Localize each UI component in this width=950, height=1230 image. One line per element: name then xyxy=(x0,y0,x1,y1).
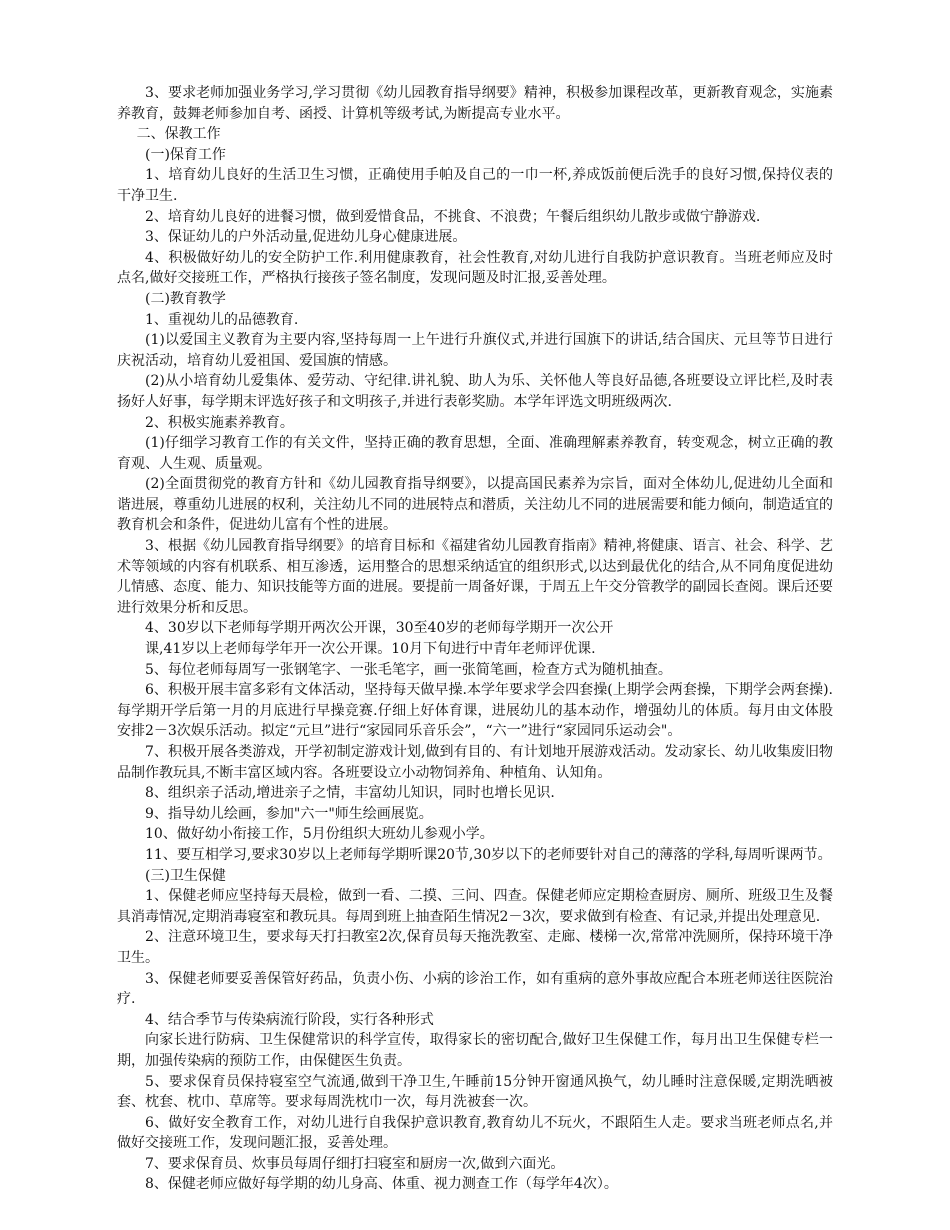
paragraph: 2、积极实施素养教育。 xyxy=(145,414,294,431)
section-heading: (二)教育教学 xyxy=(145,290,226,307)
paragraph: 1、保健老师应坚持每天晨检，做到一看、二摸、三问、四查。保健老师应定期检查厨房、厕所、班级卫生及餐具消毒情况,定期消毒寝室和教玩具。每周到班上抽查陌生情况2－3次，要求做到有检查、有记录,并提出处理意见. xyxy=(117,888,833,925)
paragraph: 9、指导幼儿绘画，参加"六一"师生绘画展览。 xyxy=(145,805,433,822)
paragraph: 1、培育幼儿良好的生活卫生习惯，正确使用手帕及自己的一巾一杯,养成饭前便后洗手的良好习惯,保持仪表的干净卫生. xyxy=(117,167,833,204)
paragraph: (1)以爱国主义教育为主要内容,坚持每周一上午进行升旗仪式,并进行国旗下的讲话,结合国庆、元旦等节日进行庆祝活动，培育幼儿爱祖国、爱国旗的情感。 xyxy=(117,332,833,369)
section-heading: 二、保教工作 xyxy=(136,126,221,143)
paragraph: 3、保健老师要妥善保管好药品，负责小伤、小病的诊治工作，如有重病的意外事故应配合本班老师送往医院治疗. xyxy=(117,970,833,1008)
paragraph: 5、每位老师每周写一张钢笔字、一张毛笔字，画一张简笔画，检查方式为随机抽查。 xyxy=(145,661,672,678)
paragraph: 5、要求保育员保持寝室空气流通,做到干净卫生,午睡前15分钟开窗通风换气，幼儿睡时注意保暖,定期洗晒被套、枕套、枕巾、草席等。要求每周洗枕巾一次，每月洗被套一次。 xyxy=(117,1073,833,1111)
paragraph: 6、做好安全教育工作，对幼儿进行自我保护意识教育,教育幼儿不玩火，不跟陌生人走。要求当班老师点名,并做好交接班工作，发现问题汇报，妥善处理。 xyxy=(117,1114,833,1152)
paragraph: 3、保证幼儿的户外活动量,促进幼儿身心健康进展。 xyxy=(145,229,467,246)
paragraph: 10、做好幼小衔接工作，5月份组织大班幼儿参观小学。 xyxy=(145,826,494,843)
paragraph: 2、注意环境卫生，要求每天打扫教室2次,保育员每天拖洗教室、走廊、楼梯一次,常常冲洗厕所，保持环境干净卫生。 xyxy=(117,929,833,966)
paragraph: 8、保健老师应做好每学期的幼儿身高、体重、视力测查工作（每学年4次）。 xyxy=(145,1176,618,1193)
paragraph: (1)仔细学习教育工作的有关文件，坚持正确的教育思想，全面、准确理解素养教育，转变观念，树立正确的教育观、人生观、质量观。 xyxy=(117,435,833,472)
paragraph: 1、重视幼儿的品德教育. xyxy=(145,311,299,328)
section-heading: (三)卫生保健 xyxy=(145,867,226,884)
section-heading: (一)保育工作 xyxy=(145,146,226,163)
paragraph: 4、30岁以下老师每学期开两次公开课，30至40岁的老师每学期开一次公开 xyxy=(145,620,614,637)
paragraph: 11、要互相学习,要求30岁以上老师每学期听课20节,30岁以下的老师要针对自己的薄落的学科,每周听课两节。 xyxy=(145,846,832,863)
paragraph: 3、根据《幼儿园教育指导纲要》的培育目标和《福建省幼儿园教育指南》精神,将健康、语言、社会、科学、艺术等领域的内容有机联系、相互渗透，运用整合的思想采纳适宜的组织形式,以达到最优化的结合,从不同角度促进幼儿情感、态度、能力、知识技能等方面的进展。要提前一周备好课，于周五上午交分管教学的副园长查阅。课后还要进行效果分析和反思。 xyxy=(117,538,833,616)
paragraph: 6、积极开展丰富多彩有文体活动，坚持每天做早操.本学年要求学会四套操(上期学会两套操，下期学会两套操).每学期开学后第一月的月底进行早操竞赛.仔细上好体育课，进展幼儿的基本动作，增强幼儿的体质。每月由文体股安排2－3次娱乐活动。拟定“元旦”进行“家园同乐音乐会”，“六一”进行“家园同乐运动会"。 xyxy=(117,682,833,740)
paragraph: 7、积极开展各类游戏，开学初制定游戏计划,做到有目的、有计划地开展游戏活动。发动家长、幼儿收集废旧物品制作教玩具,不断丰富区域内容。各班要设立小动物饲养角、种植角、认知角。 xyxy=(117,744,833,781)
paragraph: 向家长进行防病、卫生保健常识的科学宣传，取得家长的密切配合,做好卫生保健工作，每月出卫生保健专栏一期，加强传染病的预防工作，由保健医生负责。 xyxy=(117,1032,833,1069)
paragraph: 3、要求老师加强业务学习,学习贯彻《幼儿园教育指导纲要》精神，积极参加课程改革，更新教育观念，实施素养教育，鼓舞老师参加自考、函授、计算机等级考试,为断提高专业水平。 xyxy=(117,85,833,122)
paragraph: 4、积极做好幼儿的安全防护工作.利用健康教育，社会性教育,对幼儿进行自我防护意识教育。当班老师应及时点名,做好交接班工作，严格执行接孩子签名制度，发现问题及时汇报,妥善处理。 xyxy=(117,249,833,287)
paragraph: 课,41岁以上老师每学年开一次公开课。10月下旬进行中青年老师评优课. xyxy=(145,641,596,658)
paragraph: 4、结合季节与传染病流行阶段，实行各种形式 xyxy=(145,1011,434,1028)
paragraph: (2)全面贯彻党的教育方针和《幼儿园教育指导纲要》，以提高国民素养为宗旨，面对全体幼儿,促进幼儿全面和谐进展，尊重幼儿进展的权利，关注幼儿不同的进展特点和潜质，关注幼儿不同的进展需要和能力倾向，制造适宜的教育机会和条件，促进幼儿富有个性的进展。 xyxy=(117,476,833,534)
paragraph: 2、培育幼儿良好的进餐习惯，做到爱惜食品，不挑食、不浪费；午餐后组织幼儿散步或做宁静游戏. xyxy=(145,208,761,225)
paragraph: 7、要求保育员、炊事员每周仔细打扫寝室和厨房一次,做到六面光。 xyxy=(145,1155,565,1172)
paragraph: 8、组织亲子活动,增进亲子之情，丰富幼儿知识，同时也增长见识. xyxy=(145,785,555,802)
paragraph: (2)从小培育幼儿爱集体、爱劳动、守纪律.讲礼貌、助人为乐、关怀他人等良好品德,各班要设立评比栏,及时表扬好人好事，每学期末评选好孩子和文明孩子,并进行表彰奖励。本学年评选文明班级两次. xyxy=(117,373,833,410)
